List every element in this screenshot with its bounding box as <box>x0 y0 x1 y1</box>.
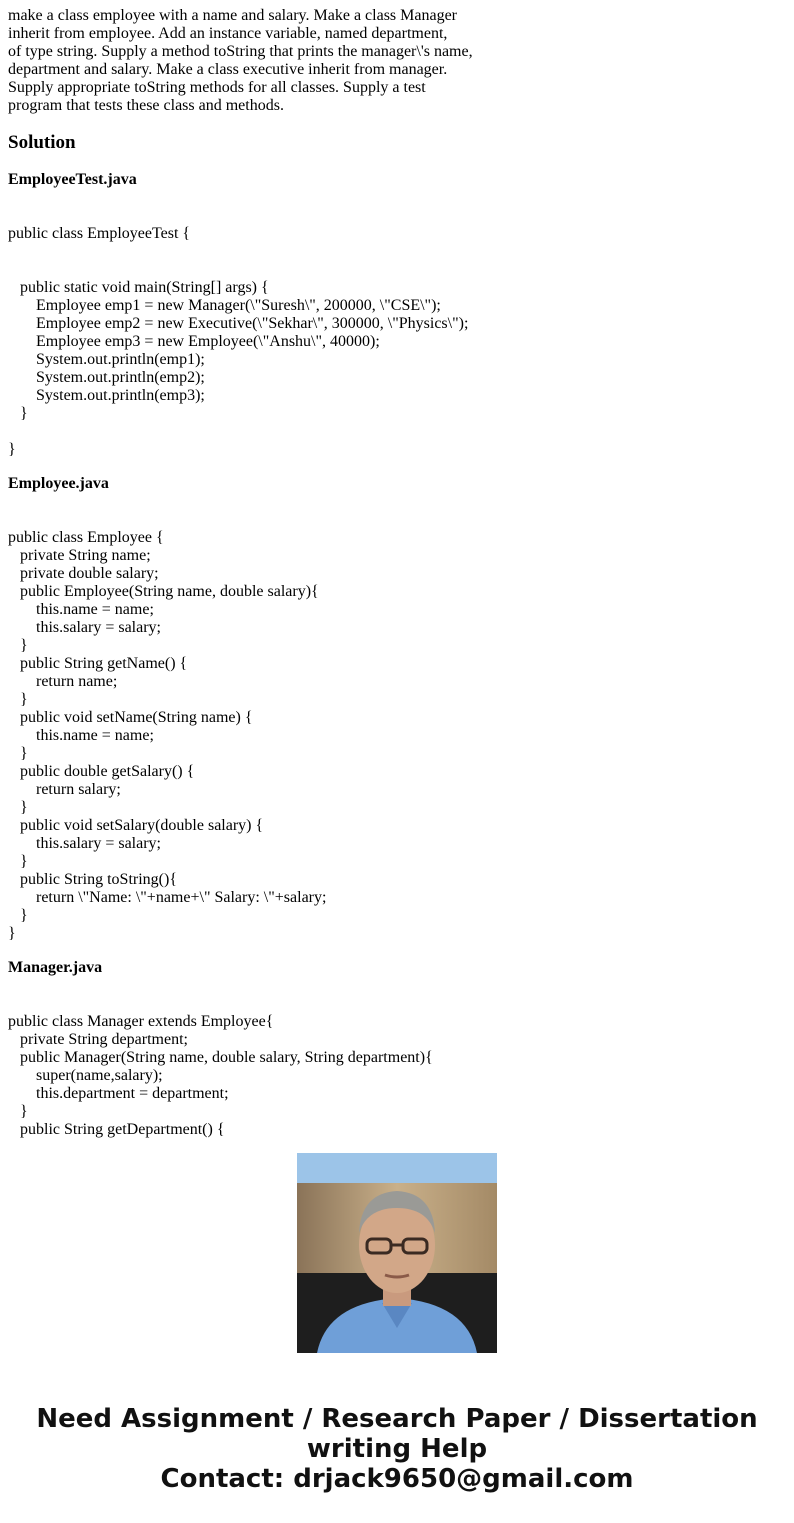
question-text <box>8 7 788 115</box>
solution-heading: Solution <box>8 132 76 153</box>
code-block-employee: public class Employee { private String name; private double salary; public Employee(String name, double salary){ this.name = name; this.salary = salary; } public String getName() { return name; } public void setName(String name) { this.name = name; } public double getSalary() { return salary; } public void setSalary(double salary) { this.salary = salary; } public String toString(){ return \"Name: \"+name+\" Salary: \"+salary; } } <box>8 529 327 942</box>
document-content <box>8 7 788 1138</box>
author-avatar <box>297 1153 497 1353</box>
question-line: of type string. Supply a method toString that prints the manager\'s name, <box>8 43 473 60</box>
contact-email: Contact: drjack9650@gmail.com <box>160 1464 634 1494</box>
author-photo <box>297 1153 497 1353</box>
file-heading-employee: Employee.java <box>8 475 109 492</box>
contact-banner <box>0 1404 794 1494</box>
banner-line: Need Assignment / Research Paper / Dissertation <box>36 1404 758 1434</box>
code-block-employeetest: public class EmployeeTest { public static void main(String[] args) { Employee emp1 = new Manager(\"Suresh\", 200000, \"CSE\"); Employee emp2 = new Executive(\"Sekhar\", 300000, \"Physics\"); Employee emp3 = new Employee(\"Anshu\", 40000); System.out.println(emp1); System.out.println(emp2); System.out.println(emp3); } } <box>8 225 469 458</box>
question-line: Supply appropriate toString methods for all classes. Supply a test <box>8 79 426 96</box>
banner-line: writing Help <box>306 1434 488 1464</box>
code-block-manager: public class Manager extends Employee{ private String department; public Manager(String name, double salary, String department){ super(name,salary); this.department = department; } public String getDepartment() { <box>8 1013 433 1138</box>
question-line: inherit from employee. Add an instance variable, named department, <box>8 25 448 42</box>
question-line: make a class employee with a name and salary. Make a class Manager <box>8 7 457 24</box>
file-heading-manager: Manager.java <box>8 959 103 976</box>
question-line: program that tests these class and methods. <box>8 97 284 114</box>
file-heading-employeetest: EmployeeTest.java <box>8 171 137 188</box>
question-line: department and salary. Make a class executive inherit from manager. <box>8 61 448 78</box>
